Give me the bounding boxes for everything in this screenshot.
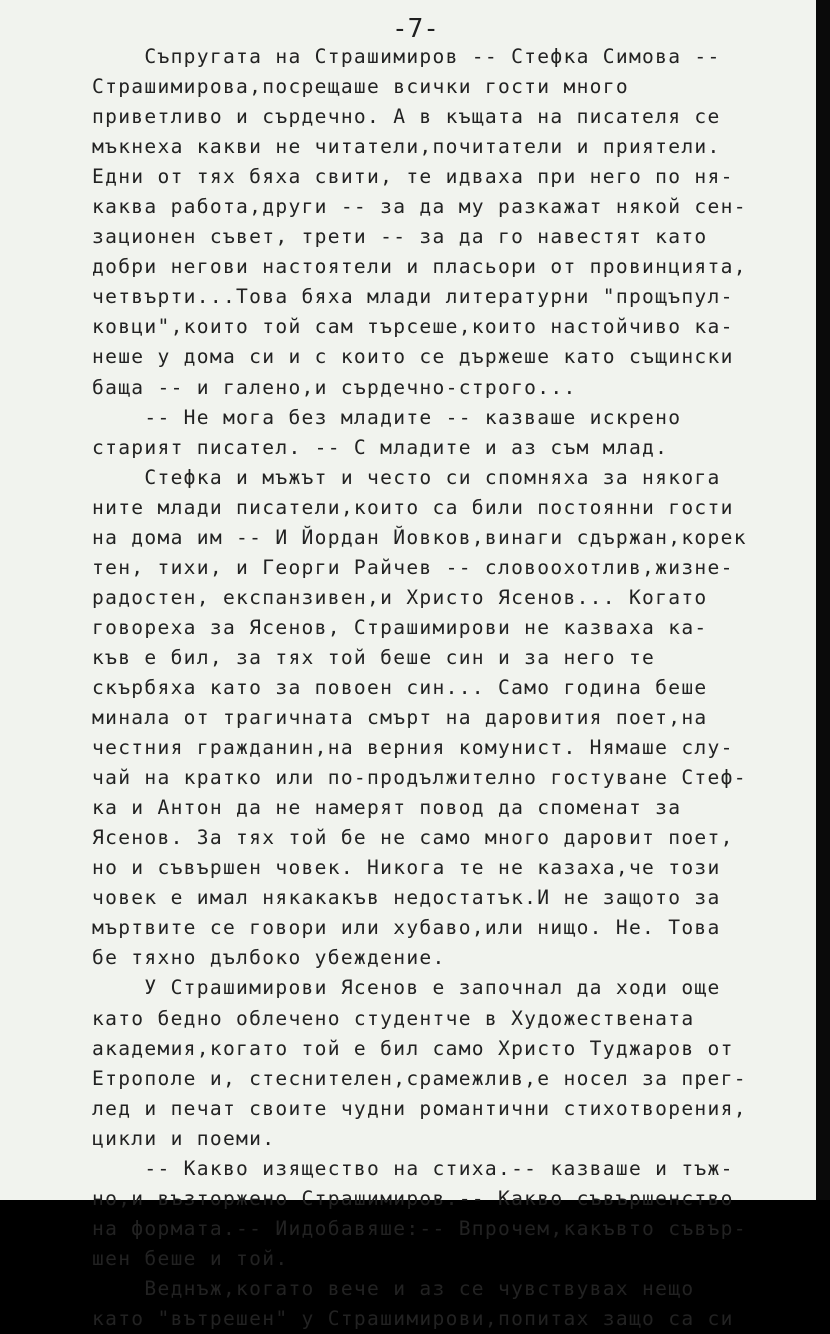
- text-line: Едни от тях бяха свити, те идваха при него по ня-: [92, 165, 734, 189]
- text-line: Стефка и мъжът и често си спомняха за някога: [92, 465, 721, 489]
- text-line: като "вътрешен" у Страшимирови,попитах защо са си: [92, 1306, 734, 1330]
- scan-edge: [816, 0, 830, 1200]
- text-line: честния гражданин,на верния комунист. Нямаше слу-: [92, 736, 734, 760]
- page-number: -7-: [392, 14, 439, 44]
- text-line: мъртвите се говори или хубаво,или нищо. Не. Това: [92, 916, 721, 940]
- text-line: шен беше и той.: [92, 1246, 289, 1270]
- text-line: ка и Антон да не намерят повод да споменат за: [92, 796, 682, 820]
- text-line: на формата.-- Иидобавяше:-- Впрочем,какъвто съвър-: [92, 1216, 747, 1240]
- text-line: Страшимирова,посрещаше всички гости много: [92, 75, 629, 99]
- text-line: добри негови настоятели и пласьори от провинцията,: [92, 255, 747, 279]
- text-line: Етрополе и, стеснителен,срамежлив,е носел за прег-: [92, 1066, 747, 1090]
- text-line: Ясенов. За тях той бе не само много даровит поет,: [92, 826, 734, 850]
- text-line: четвърти...Това бяха млади литературни "прощъпул-: [92, 285, 734, 309]
- text-line: скърбяха като за повоен син... Само година беше: [92, 675, 708, 699]
- text-line: старият писател. -- С младите и аз съм млад.: [92, 435, 669, 459]
- text-line: чай на кратко или по-продължително гостуване Стеф-: [92, 766, 747, 790]
- text-line: тен, тихи, и Георги Райчев -- словоохотлив,жизне-: [92, 555, 734, 579]
- text-line: бе тяхно дълбоко убеждение.: [92, 946, 446, 970]
- text-line: мъкнеха какви не читатели,почитатели и приятели.: [92, 135, 721, 159]
- text-line: говореха за Ясенов, Страшимирови не казваха ка-: [92, 615, 708, 639]
- page-body-text: [92, 42, 812, 1334]
- text-line: зационен съвет, трети -- за да го навестят като: [92, 225, 708, 249]
- text-line: неше у дома си и с които се държеше като същински: [92, 345, 734, 369]
- text-line: -- Какво изящество на стиха.-- казваше и тъж-: [92, 1156, 734, 1180]
- text-line: но и съвършен човек. Никога те не казаха,че този: [92, 856, 721, 880]
- text-line: каква работа,други -- за да му разкажат някой сен-: [92, 195, 747, 219]
- text-line: ните млади писатели,които са били постоянни гости: [92, 495, 734, 519]
- text-line: ковци",които той сам търсеше,които настойчиво ка-: [92, 315, 734, 339]
- text-line: баща -- и галено,и сърдечно-строго...: [92, 375, 577, 399]
- text-line: Веднъж,когато вече и аз се чувствувах нещо: [92, 1276, 695, 1300]
- text-line: къв е бил, за тях той беше син и за него те: [92, 645, 656, 669]
- text-line: У Страшимирови Ясенов е започнал да ходи още: [92, 976, 721, 1000]
- text-line: радостен, експанзивен,и Христо Ясенов... Когато: [92, 585, 708, 609]
- text-line: човек е имал някакакъв недостатък.И не защото за: [92, 886, 721, 910]
- text-line: като бедно облечено студентче в Художествената: [92, 1006, 695, 1030]
- text-line: приветливо и сърдечно. А в къщата на писателя се: [92, 105, 721, 129]
- text-line: академия,когато той е бил само Христо Туджаров от: [92, 1036, 734, 1060]
- text-line: Съпругата на Страшимиров -- Стефка Симова --: [92, 45, 721, 68]
- text-line: цикли и поеми.: [92, 1126, 276, 1150]
- text-line: -- Не мога без младите -- казваше искрено: [92, 405, 682, 429]
- text-line: на дома им -- И Йордан Йовков,винаги сдържан,корек: [92, 525, 747, 549]
- text-line: но,и възторжено Страшимиров.-- Какво съвършенство: [92, 1186, 734, 1210]
- text-line: лед и печат своите чудни романтични стихотворения,: [92, 1096, 747, 1120]
- text-line: минала от трагичната смърт на даровития поет,на: [92, 706, 708, 730]
